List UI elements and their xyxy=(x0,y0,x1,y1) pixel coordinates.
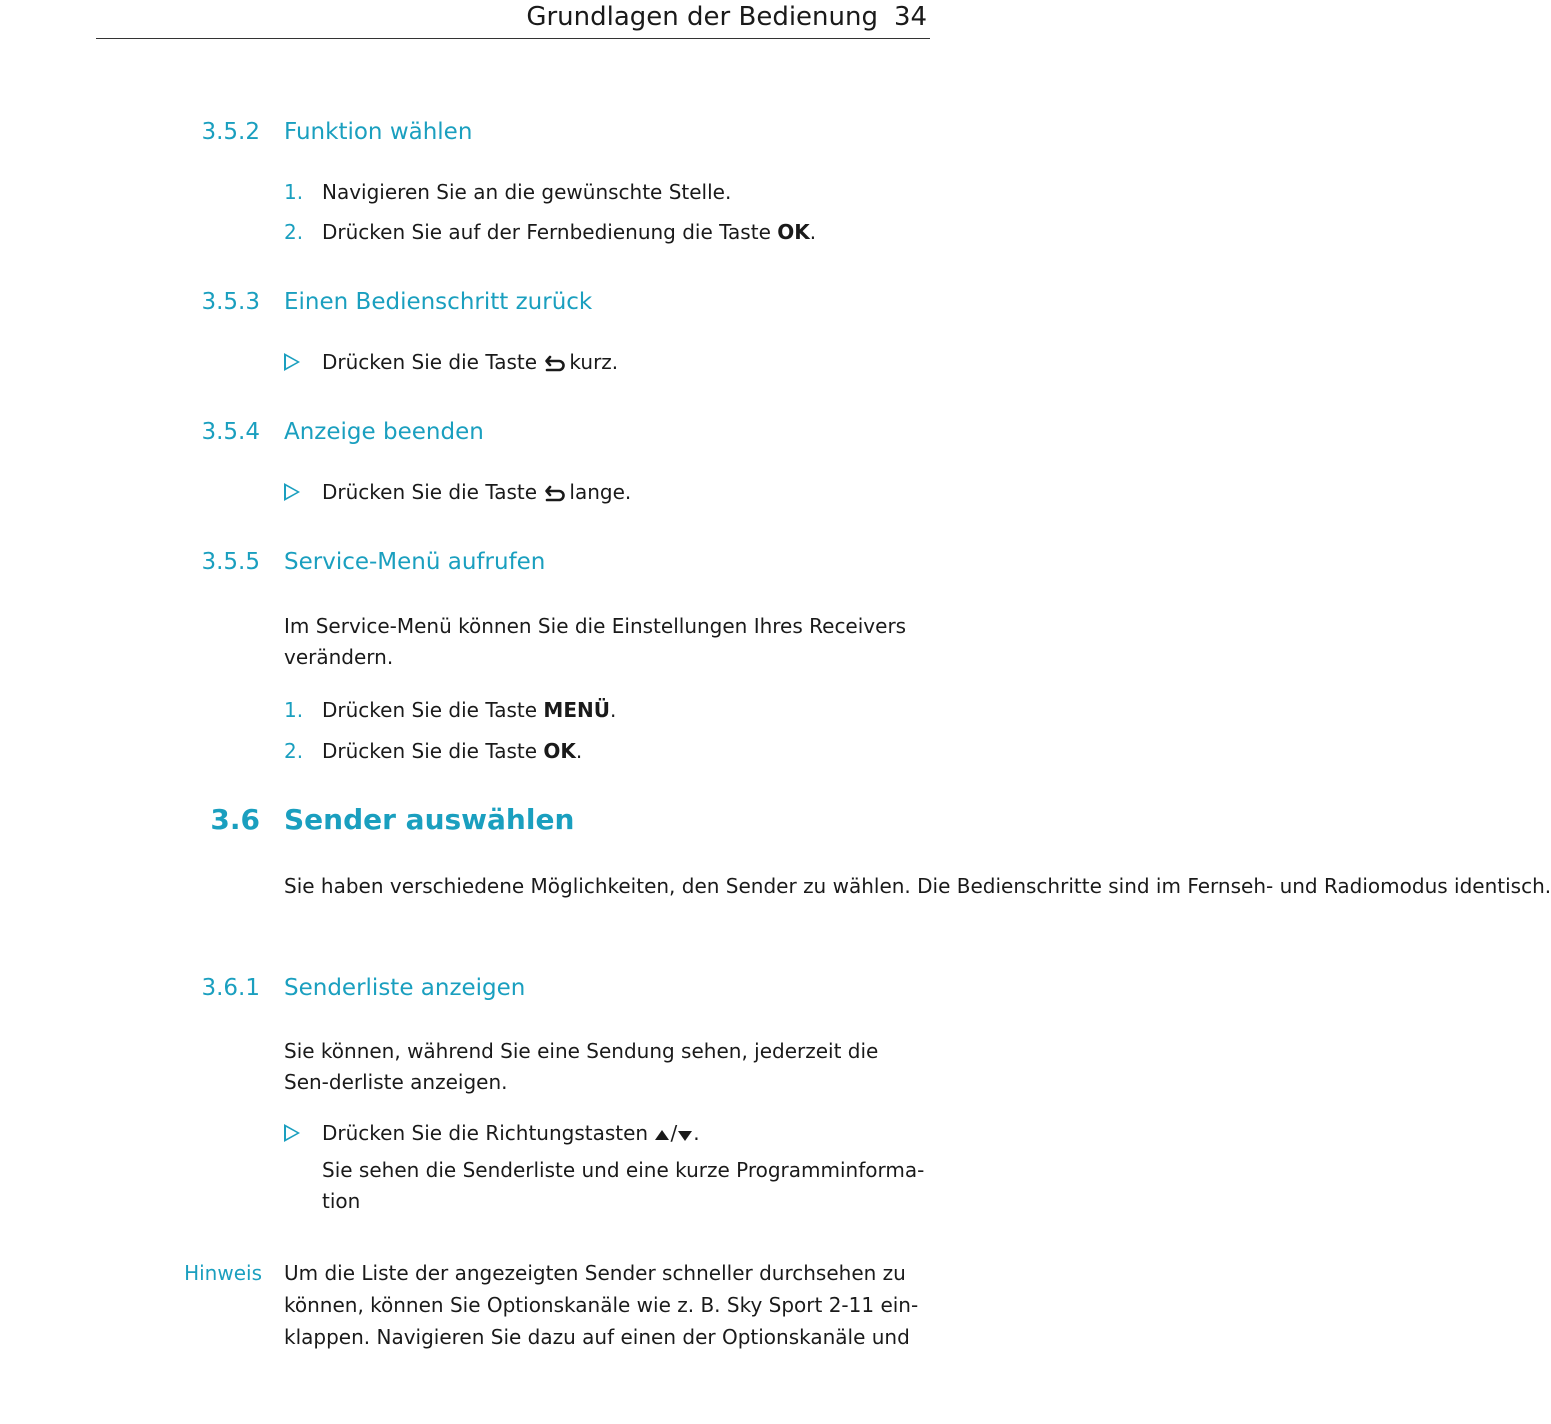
section-intro: Im Service-Menü können Sie die Einstellungen Ihres Receivers verändern. xyxy=(284,614,907,669)
step-number: 1. xyxy=(284,698,304,722)
back-arrow-icon xyxy=(545,483,567,507)
action-triangle-icon xyxy=(284,353,300,371)
section-number-3-5-3: 3.5.3 xyxy=(201,289,260,315)
note-text: Um die Liste der angezeigten Sender schneller durchsehen zu können, können Sie Optionskanäle wie z. B. Sky Sport 2-11 ein-klappen. Navigieren Sie dazu auf einen der Optionskanäle und xyxy=(284,1261,919,1349)
key-label: MENÜ xyxy=(543,698,610,722)
action-text: Drücken Sie die Taste lange. xyxy=(322,480,631,507)
section-number-3-6: 3.6 xyxy=(210,803,260,836)
intro-text: Sie haben verschiedene Möglichkeiten, den Sender zu wählen. Die Bedienschritte sind im Fernseh- und Radiomodus identisch. xyxy=(284,874,1551,898)
back-arrow-icon xyxy=(545,353,567,377)
key-label: OK xyxy=(777,220,810,244)
section-title-3-6-1: Senderliste anzeigen xyxy=(284,975,526,1001)
action-triangle-icon xyxy=(284,1124,300,1142)
section-title-3-6: Sender auswählen xyxy=(284,803,575,836)
section-number-3-6-1: 3.6.1 xyxy=(201,975,260,1001)
action-text: Drücken Sie die Taste kurz. xyxy=(322,350,618,377)
section-title-3-5-4: Anzeige beenden xyxy=(284,419,484,445)
action-result: Sie sehen die Senderliste und eine kurze Programminforma-tion xyxy=(322,1158,925,1213)
step-number: 2. xyxy=(284,220,304,244)
section-title-3-5-3: Einen Bedienschritt zurück xyxy=(284,289,593,315)
section-intro xyxy=(284,871,1551,902)
action-text: Drücken Sie die Richtungstasten / . xyxy=(322,1121,700,1145)
arrow-down-icon xyxy=(677,1123,693,1147)
step-text: Drücken Sie die Taste MENÜ. xyxy=(322,698,617,722)
section-title-3-5-2: Funktion wählen xyxy=(284,119,473,145)
step-text: Navigieren Sie an die gewünschte Stelle. xyxy=(322,180,732,204)
header-divider xyxy=(96,38,930,39)
step-number: 1. xyxy=(284,180,304,204)
section-number-3-5-4: 3.5.4 xyxy=(201,419,260,445)
arrow-up-icon xyxy=(654,1123,670,1147)
section-title-3-5-5: Service-Menü aufrufen xyxy=(284,549,546,575)
page-number: 34 xyxy=(894,2,928,32)
action-triangle-icon xyxy=(284,483,300,501)
note-label: Hinweis xyxy=(184,1261,262,1285)
section-number-3-5-2: 3.5.2 xyxy=(201,119,260,145)
section-intro: Sie können, während Sie eine Sendung sehen, jederzeit die Sen-derliste anzeigen. xyxy=(284,1039,879,1094)
key-label: OK xyxy=(543,739,576,763)
section-number-3-5-5: 3.5.5 xyxy=(201,549,260,575)
running-header-title: Grundlagen der Bedienung xyxy=(526,2,878,32)
step-text: Drücken Sie die Taste OK. xyxy=(322,739,583,763)
step-text: Drücken Sie auf der Fernbedienung die Taste OK. xyxy=(322,220,817,244)
step-number: 2. xyxy=(284,739,304,763)
